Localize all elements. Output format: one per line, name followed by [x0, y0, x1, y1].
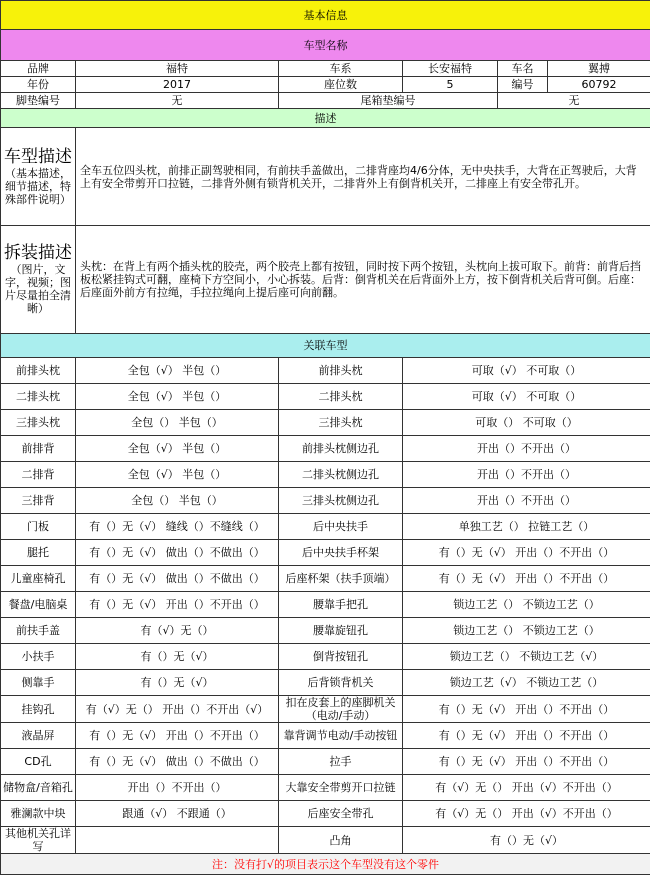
part-label-left: 其他机关孔详写 [1, 827, 76, 854]
part-value-right: 开出（）不开出（） [403, 488, 650, 514]
part-label-right: 前排头枕 [279, 358, 403, 384]
model-desc-hint: （基本描述，细节描述，特殊部件说明） [5, 166, 71, 206]
table-row [1, 514, 650, 540]
table-row [1, 618, 650, 644]
part-value-left: 有（√）无（） 开出（）不开出（√） [76, 696, 279, 723]
part-label-left: 三排头枕 [1, 410, 76, 436]
part-value-right: 开出（）不开出（） [403, 436, 650, 462]
part-label-left: 二排头枕 [1, 384, 76, 410]
part-value-left: 有（）无（√） [76, 644, 279, 670]
table-row [1, 358, 650, 384]
series-label: 车系 [279, 61, 403, 77]
part-label-left: 门板 [1, 514, 76, 540]
part-label-left: 前排背 [1, 436, 76, 462]
year-label: 年份 [1, 77, 76, 93]
install-desc-row [1, 226, 650, 334]
part-value-right: 锁边工艺（） 不锁边工艺（） [403, 592, 650, 618]
part-label-right: 倒背按钮孔 [279, 644, 403, 670]
table-row [1, 723, 650, 749]
part-value-left: 全包（√） 半包（） [76, 384, 279, 410]
part-value-right: 锁边工艺（） 不锁边工艺（√） [403, 644, 650, 670]
table-row [1, 644, 650, 670]
part-value-left: 全包（） 半包（） [76, 488, 279, 514]
brand-value: 福特 [76, 61, 279, 77]
table-row [1, 592, 650, 618]
part-label-right: 拉手 [279, 749, 403, 775]
part-label-left: 小扶手 [1, 644, 76, 670]
part-label-left: 储物盒/音箱孔 [1, 775, 76, 801]
part-value-right: 锁边工艺（√） 不锁边工艺（） [403, 670, 650, 696]
part-value-right: 有（）无（√） 开出（）不开出（） [403, 540, 650, 566]
part-value-right: 有（√）无（） 开出（√）不开出（） [403, 775, 650, 801]
desc-header: 描述 [1, 109, 650, 128]
part-value-left: 开出（）不开出（） [76, 775, 279, 801]
table-row [1, 670, 650, 696]
part-value-right: 有（）无（√） 开出（）不开出（） [403, 723, 650, 749]
model-name-row [1, 30, 650, 61]
table-row [1, 775, 650, 801]
table-row [1, 566, 650, 592]
part-value-right: 开出（）不开出（） [403, 462, 650, 488]
desc-header-row [1, 109, 650, 128]
part-value-left: 有（）无（√） 缝线（）不缝线（） [76, 514, 279, 540]
part-value-left: 有（）无（√） 做出（）不做出（） [76, 540, 279, 566]
code-value: 60792 [548, 77, 650, 93]
part-label-left: 前排头枕 [1, 358, 76, 384]
part-value-left [76, 827, 279, 854]
part-value-left: 有（）无（√） 开出（）不开出（） [76, 723, 279, 749]
part-value-right: 有（）无（√） 开出（）不开出（） [403, 749, 650, 775]
part-value-right: 有（）无（√） [403, 827, 650, 854]
part-label-left: 二排背 [1, 462, 76, 488]
title-row [1, 1, 650, 30]
part-value-right: 可取（√） 不可取（） [403, 358, 650, 384]
part-label-left: 前扶手盖 [1, 618, 76, 644]
part-value-left: 有（）无（√） [76, 670, 279, 696]
info-row-3 [1, 93, 650, 109]
part-label-left: 侧靠手 [1, 670, 76, 696]
seats-label: 座位数 [279, 77, 403, 93]
part-label-right: 后中央扶手 [279, 514, 403, 540]
part-value-left: 全包（√） 半包（） [76, 462, 279, 488]
part-value-right: 有（）无（√） 开出（）不开出（） [403, 566, 650, 592]
part-value-left: 全包（√） 半包（） [76, 358, 279, 384]
part-value-right: 可取（√） 不可取（） [403, 384, 650, 410]
part-value-right: 可取（） 不可取（） [403, 410, 650, 436]
part-value-left: 有（）无（√） 做出（）不做出（） [76, 566, 279, 592]
part-label-right: 后背锁背机关 [279, 670, 403, 696]
page-title: 基本信息 [1, 1, 650, 30]
part-value-left: 跟通（√） 不跟通（） [76, 801, 279, 827]
code-label: 编号 [498, 77, 548, 93]
model-desc-row [1, 128, 650, 226]
part-value-right: 有（）无（√） 开出（）不开出（） [403, 696, 650, 723]
part-value-left: 全包（√） 半包（） [76, 436, 279, 462]
table-row [1, 749, 650, 775]
part-value-right: 锁边工艺（） 不锁边工艺（） [403, 618, 650, 644]
trunkpad-label: 尾箱垫编号 [279, 93, 498, 109]
footpad-label: 脚垫编号 [1, 93, 76, 109]
table-row [1, 801, 650, 827]
footer-note: 注：没有打√的项目表示这个车型没有这个零件 [1, 854, 650, 875]
part-label-left: 雅澜款中块 [1, 801, 76, 827]
model-desc-label [1, 128, 76, 226]
part-label-left: 儿童座椅孔 [1, 566, 76, 592]
part-label-right: 靠背调节电动/手动按钮 [279, 723, 403, 749]
model-desc-title: 车型描述 [4, 146, 72, 167]
parts-rows [1, 358, 650, 854]
series-value: 长安福特 [403, 61, 498, 77]
part-label-left: 挂钩孔 [1, 696, 76, 723]
table-row [1, 462, 650, 488]
table-row [1, 410, 650, 436]
part-label-left: 腿托 [1, 540, 76, 566]
part-value-left: 有（√）无（） [76, 618, 279, 644]
part-label-right: 大靠安全带剪开口拉链 [279, 775, 403, 801]
related-label: 关联车型 [1, 334, 650, 358]
table-row [1, 827, 650, 854]
model-label: 车名 [498, 61, 548, 77]
install-desc-title: 拆装描述 [4, 243, 72, 263]
model-desc-text: 全车五位四头枕，前排正副驾驶相同，有前扶手盖做出，二排背座均4/6分体，无中央扶手，大背在正驾驶后，大背上有安全带剪开口拉链，二排背外侧有锁背机关开，二排背外上有倒背机关开，二排座上有安全带孔开。 [76, 128, 650, 226]
note-row [1, 854, 650, 875]
part-label-right: 后中央扶手杯架 [279, 540, 403, 566]
part-label-right: 后座杯架（扶手顶端） [279, 566, 403, 592]
part-label-right: 三排头枕侧边孔 [279, 488, 403, 514]
part-value-left: 全包（） 半包（） [76, 410, 279, 436]
part-value-left: 有（）无（√） 开出（）不开出（） [76, 592, 279, 618]
part-value-right: 有（√）无（） 开出（√）不开出（） [403, 801, 650, 827]
info-row-2 [1, 77, 650, 93]
part-label-left: 餐盘/电脑桌 [1, 592, 76, 618]
table-row [1, 488, 650, 514]
install-desc-hint: （图片，文字，视频；图片尽量拍全清晰） [5, 263, 71, 315]
part-value-right: 单独工艺（） 拉链工艺（） [403, 514, 650, 540]
brand-label: 品牌 [1, 61, 76, 77]
part-label-right: 腰靠手把孔 [279, 592, 403, 618]
info-row-1 [1, 61, 650, 77]
part-label-right: 前排头枕侧边孔 [279, 436, 403, 462]
part-label-right: 凸角 [279, 827, 403, 854]
part-value-left: 有（）无（√） 做出（）不做出（） [76, 749, 279, 775]
part-label-right: 扣在皮套上的座脚机关（电动/手动） [279, 696, 403, 723]
model-value: 翼搏 [548, 61, 650, 77]
part-label-left: 三排背 [1, 488, 76, 514]
table-row [1, 696, 650, 723]
part-label-right: 三排头枕 [279, 410, 403, 436]
table-row [1, 384, 650, 410]
part-label-left: 液晶屏 [1, 723, 76, 749]
install-desc-text: 头枕：在背上有两个插头枕的胶壳，两个胶壳上都有按钮，同时按下两个按钮，头枕向上拔可取下。前背：前背后挡板松紧挂钩式可翻，座椅下方空间小，小心拆装。后背：倒背机关在后背面外上方，按下倒背机关后背可倒。后座：后座面外前方有拉绳，手拉拉绳向上提后座可向前翻。 [76, 226, 650, 334]
year-value: 2017 [76, 77, 279, 93]
part-label-right: 腰靠旋钮孔 [279, 618, 403, 644]
part-label-right: 二排头枕 [279, 384, 403, 410]
table-row [1, 540, 650, 566]
trunkpad-value: 无 [498, 93, 650, 109]
part-label-right: 二排头枕侧边孔 [279, 462, 403, 488]
part-label-left: CD孔 [1, 749, 76, 775]
install-desc-label [1, 226, 76, 334]
seats-value: 5 [403, 77, 498, 93]
footpad-value: 无 [76, 93, 279, 109]
related-row [1, 334, 650, 358]
model-name-label: 车型名称 [1, 30, 650, 61]
table-row [1, 436, 650, 462]
part-label-right: 后座安全带孔 [279, 801, 403, 827]
